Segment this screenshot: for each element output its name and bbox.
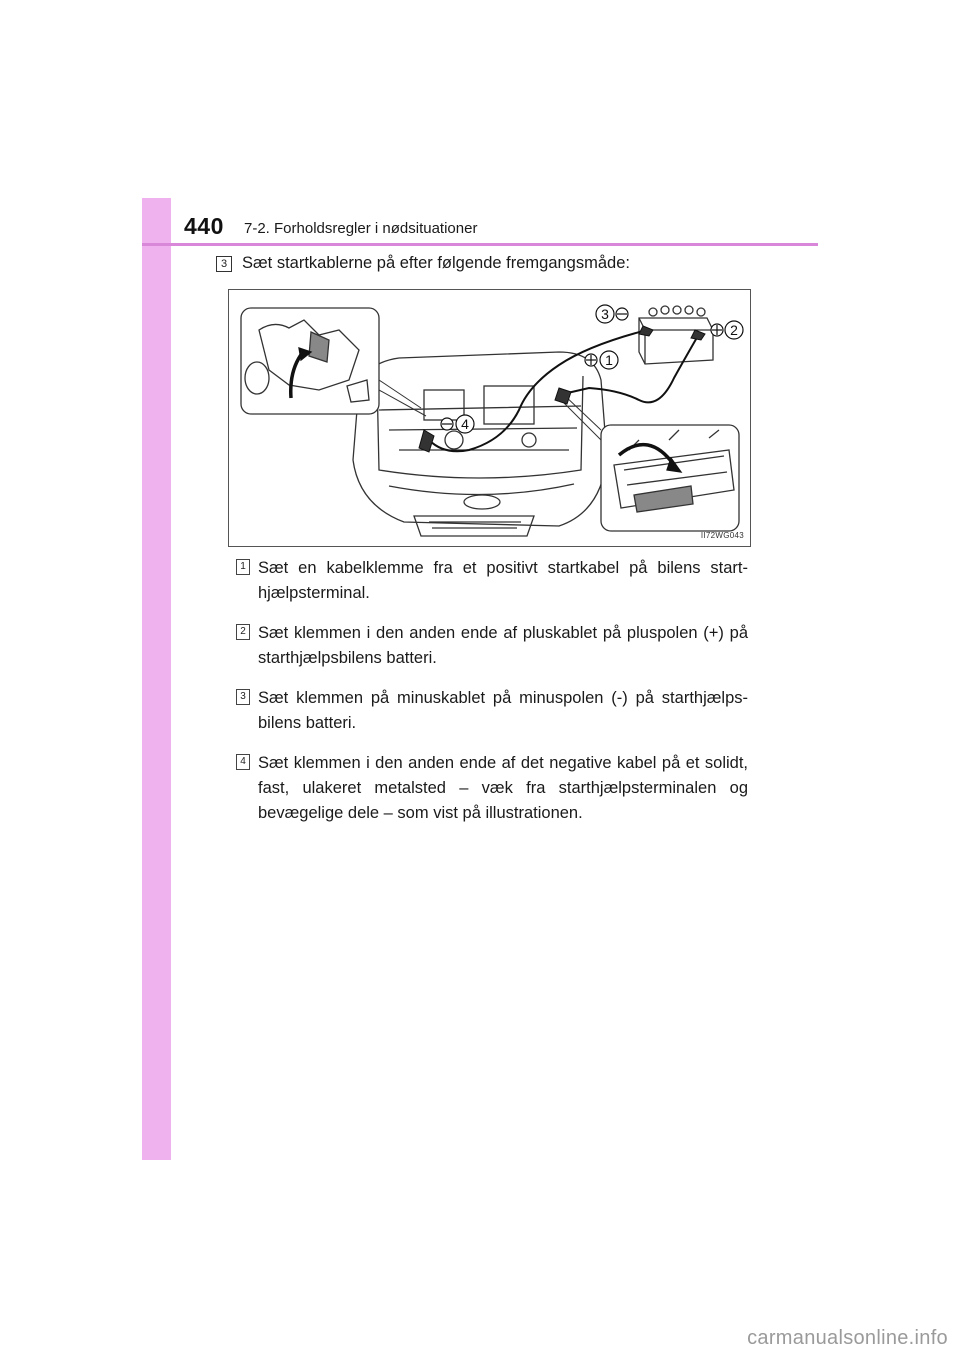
step-number-badge: 3 bbox=[216, 256, 232, 272]
jump-start-illustration bbox=[228, 289, 751, 547]
item-number-badge: 4 bbox=[236, 754, 250, 770]
item-number-badge: 3 bbox=[236, 689, 250, 705]
callout-1-positive bbox=[585, 351, 618, 369]
callout-2-positive bbox=[711, 321, 743, 339]
watermark: carmanualsonline.info bbox=[747, 1327, 948, 1349]
car-front-drawing bbox=[353, 352, 607, 536]
header-rule bbox=[142, 243, 818, 246]
callout-3-label: 3 bbox=[601, 306, 609, 322]
inset-pointer-lines bbox=[379, 380, 601, 440]
section-title: 7-2. Forholdsregler i nødsituationer bbox=[244, 220, 478, 237]
item-number-badge: 1 bbox=[236, 559, 250, 575]
inset-ground-point-drawing bbox=[601, 425, 739, 531]
callout-4-label: 4 bbox=[461, 416, 469, 432]
instruction-list bbox=[236, 556, 748, 841]
callout-4-negative bbox=[441, 415, 474, 433]
illustration-drawing bbox=[229, 290, 751, 547]
item-text: Sæt klemmen på minuskablet på minuspolen (-) på starthjælps-bilens batteri. bbox=[258, 689, 748, 732]
list-item bbox=[236, 556, 748, 606]
list-item bbox=[236, 686, 748, 736]
item-text: Sæt klemmen i den anden ende af pluskablet på pluspolen (+) på starthjælpsbilens batteri. bbox=[258, 624, 748, 667]
step-instruction: Sæt startkablerne på efter følgende fremgangsmåde: bbox=[242, 254, 630, 272]
list-item bbox=[236, 621, 748, 671]
item-text: Sæt en kabelklemme fra et positivt startkabel på bilens start-hjælpsterminal. bbox=[258, 559, 748, 602]
page-number: 440 bbox=[184, 213, 224, 239]
list-item bbox=[236, 751, 748, 826]
item-text: Sæt klemmen i den anden ende af det negative kabel på et solidt, fast, ulakeret metalsted – væk fra starthjælpsterminalen og bevægelige dele – som vist på illustrationen. bbox=[258, 754, 748, 822]
side-tab-band bbox=[142, 198, 171, 1160]
inset-engine-bay-drawing bbox=[241, 308, 379, 414]
callout-1-label: 1 bbox=[605, 352, 613, 368]
figure-code: II72WG043 bbox=[700, 531, 744, 540]
callout-2-label: 2 bbox=[730, 322, 738, 338]
item-number-badge: 2 bbox=[236, 624, 250, 640]
